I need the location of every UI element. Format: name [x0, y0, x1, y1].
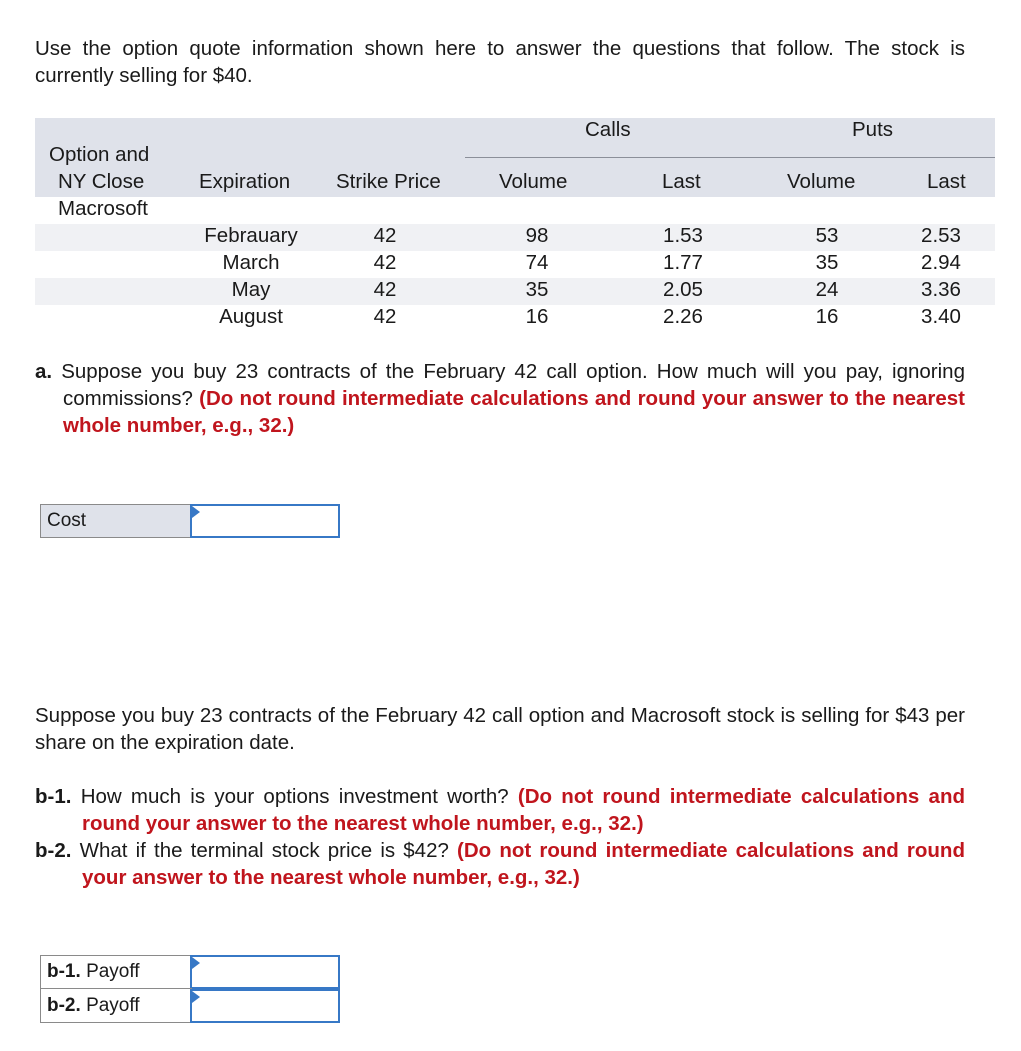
payoff-b1-prefix: b-1. [47, 961, 81, 982]
header-calls: Calls [585, 118, 631, 141]
header-call-volume: Volume [499, 170, 568, 193]
payoff-b2-input-field[interactable] [190, 989, 340, 1023]
table-row [35, 224, 995, 251]
cell-strike: 42 [373, 278, 397, 301]
header-call-last: Last [662, 170, 701, 193]
question-b2 [35, 837, 965, 891]
cost-input-field[interactable] [190, 504, 340, 538]
cell-call-volume: 16 [525, 305, 549, 328]
intro-text: Use the option quote information shown here to answer the questions that follow. The stock is currently selling for $40. [35, 37, 965, 87]
payoff-b1-input-field[interactable] [190, 955, 340, 989]
question-b1 [35, 783, 965, 837]
input-marker-icon [192, 506, 200, 518]
question-b1-note: (Do not round intermediate calculations and round your answer to the nearest whole number, e.g., 32.) [82, 785, 965, 835]
table-row [35, 251, 995, 278]
cell-strike: 42 [373, 224, 397, 247]
header-expiration: Expiration [199, 170, 291, 193]
scenario-b: Suppose you buy 23 contracts of the February 42 call option and Macrosoft stock is selling for $43 per share on the expiration date. [35, 704, 965, 754]
cell-put-last: 2.53 [921, 224, 961, 247]
cell-put-volume: 24 [815, 278, 839, 301]
payoff-b1-input[interactable] [192, 957, 338, 987]
header-put-volume: Volume [787, 170, 856, 193]
payoff-b2-text: Payoff [86, 994, 140, 1016]
input-marker-icon [192, 957, 200, 969]
cell-call-volume: 35 [525, 278, 549, 301]
cell-put-volume: 16 [815, 305, 839, 328]
table-row [35, 305, 995, 332]
cell-call-last: 1.77 [663, 251, 703, 274]
calls-puts-divider [465, 157, 995, 158]
cost-input[interactable] [192, 506, 338, 536]
table-row [35, 278, 995, 305]
header-option-line3: Macrosoft [58, 197, 148, 220]
cell-expiration: August [219, 305, 283, 328]
cell-expiration: May [231, 278, 271, 301]
input-marker-icon [192, 991, 200, 1003]
cell-put-volume: 35 [815, 251, 839, 274]
payoff-b2-input[interactable] [192, 991, 338, 1021]
cell-strike: 42 [373, 305, 397, 328]
question-a-prefix: a. [35, 360, 53, 383]
header-put-last: Last [927, 170, 966, 193]
cell-put-last: 2.94 [921, 251, 961, 274]
table-header [35, 118, 995, 197]
header-puts: Puts [852, 118, 894, 141]
header-option-line1: Option and [49, 143, 150, 166]
question-a-text: Suppose you buy 23 contracts of the February 42 call option. How much will you pay, ignoring commissions? [61, 360, 965, 410]
header-strike-price: Strike Price [336, 170, 441, 193]
cell-put-last: 3.40 [921, 305, 961, 328]
cell-call-volume: 98 [525, 224, 549, 247]
header-option-line2: NY Close [58, 170, 145, 193]
cell-expiration: March [222, 251, 280, 274]
question-a [35, 358, 965, 439]
question-b2-text: What if the terminal stock price is $42? [79, 839, 449, 862]
cell-call-last: 2.05 [663, 278, 703, 301]
question-b2-note: (Do not round intermediate calculations and round your answer to the nearest whole number, e.g., 32.) [82, 839, 965, 889]
cell-call-volume: 74 [525, 251, 549, 274]
question-b1-prefix: b-1. [35, 785, 72, 808]
payoff-b1-label [40, 955, 192, 989]
cell-call-last: 2.26 [663, 305, 703, 328]
header-option-line3-row [35, 197, 995, 224]
cost-label: Cost [40, 504, 192, 538]
cell-put-volume: 53 [815, 224, 839, 247]
cell-put-last: 3.36 [921, 278, 961, 301]
payoff-b1-text: Payoff [86, 961, 140, 982]
question-b2-prefix: b-2. [35, 839, 72, 862]
option-quote-table [35, 118, 995, 332]
cell-strike: 42 [373, 251, 397, 274]
payoff-b2-label [40, 988, 192, 1023]
payoff-b2-prefix: b-2. [47, 994, 81, 1016]
question-b1-text: How much is your options investment worth? [80, 785, 509, 808]
cell-call-last: 1.53 [663, 224, 703, 247]
question-a-note: (Do not round intermediate calculations and round your answer to the nearest whole number, e.g., 32.) [63, 387, 965, 437]
cell-expiration: Febrauary [204, 224, 298, 247]
